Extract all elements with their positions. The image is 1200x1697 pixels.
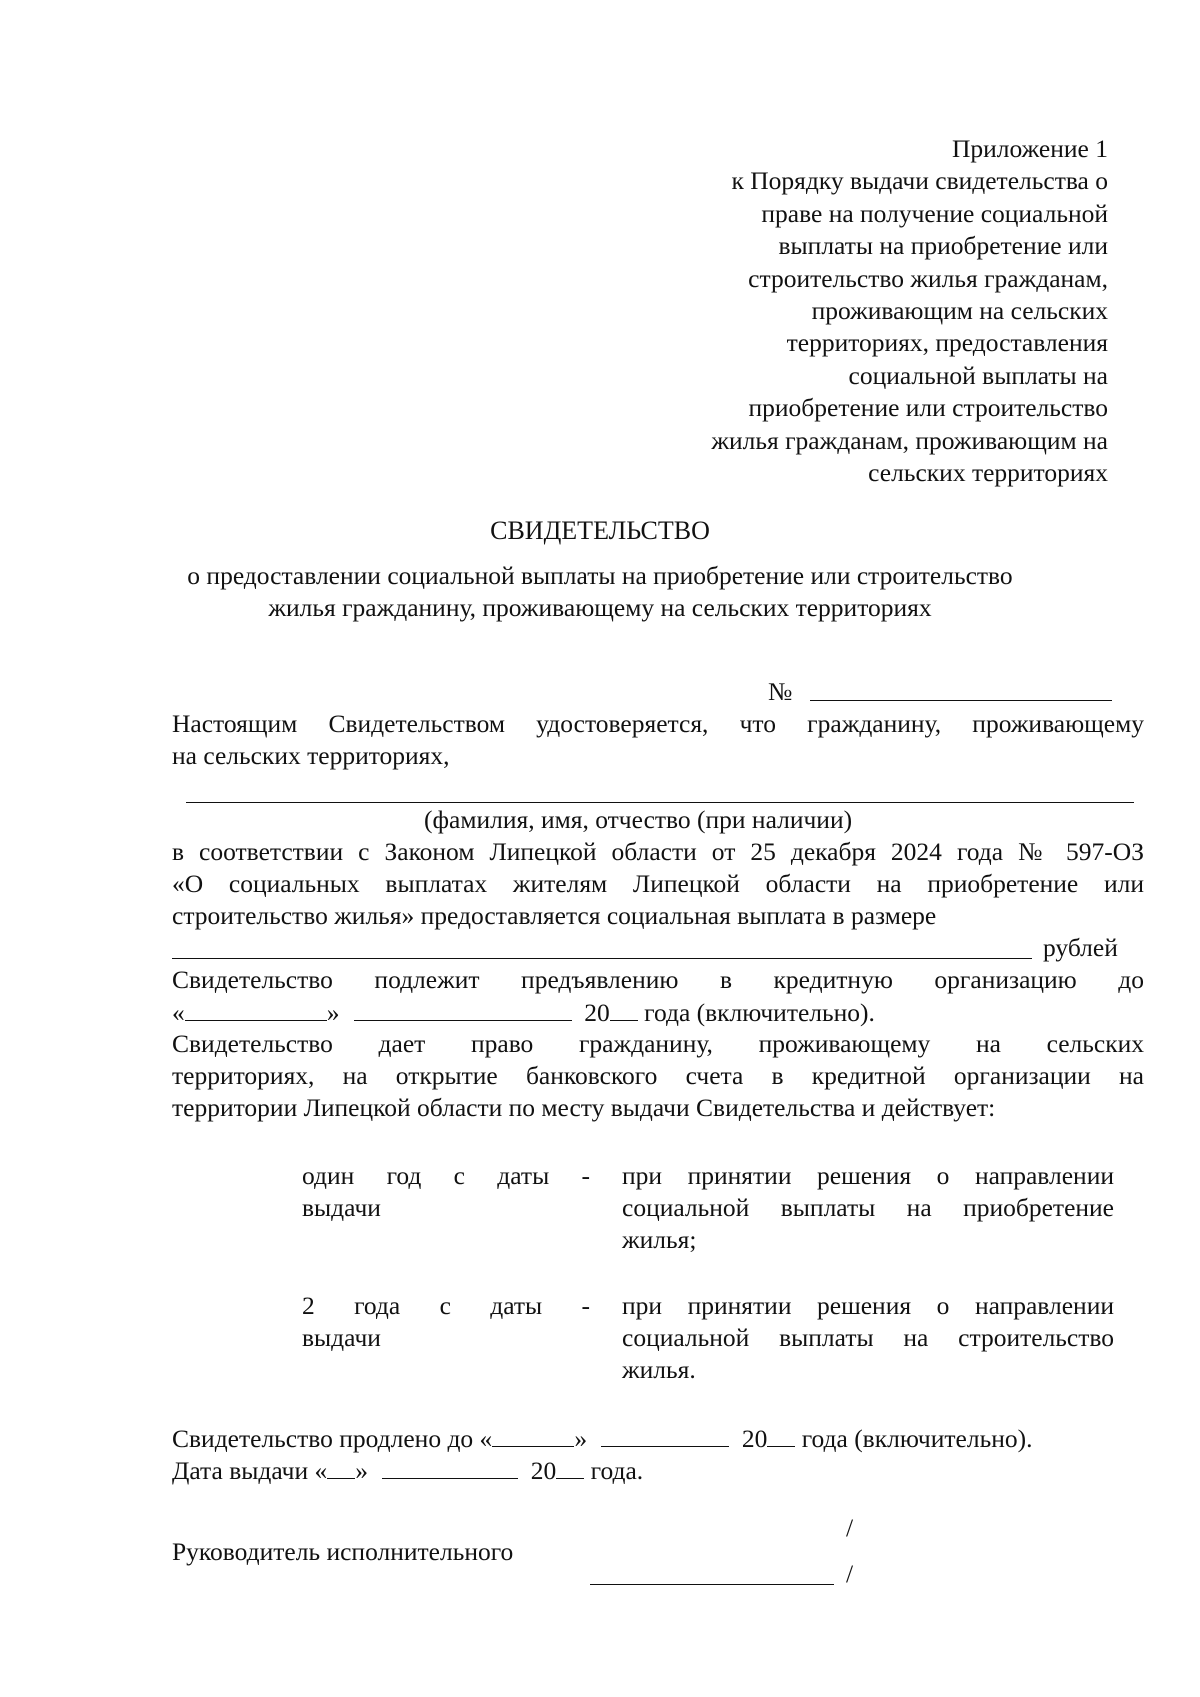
present-date-line — [172, 996, 875, 1029]
law-line: в соответствии с Законом Липецкой области от 25 декабря 2024 года № 597-ОЗ — [172, 837, 1144, 866]
term-period — [302, 1290, 590, 1354]
rights-line: Свидетельство дает право гражданину, проживающему на сельских — [172, 1029, 1144, 1058]
appendix-line: праве на получение социальной — [761, 198, 1108, 228]
extended-year-suffix: года (включительно). — [801, 1424, 1033, 1453]
quote-close: » — [574, 1424, 588, 1453]
issued-day-field[interactable] — [327, 1454, 355, 1479]
rights-line: территориях, на открытие банковского счета в кредитной организации на — [172, 1061, 1144, 1090]
document-subtitle — [0, 560, 1200, 624]
extended-day-field[interactable] — [492, 1422, 574, 1447]
fio-field[interactable] — [186, 802, 1134, 803]
signature-slash: / — [846, 1559, 854, 1588]
issued-year-field[interactable] — [556, 1454, 584, 1479]
rubles-label: рублей — [1043, 933, 1118, 962]
present-year-field[interactable] — [610, 996, 638, 1021]
law-line: строительство жилья» предоставляется социальная выплата в размере — [172, 901, 937, 930]
appendix-line: жилья гражданам, проживающим на — [711, 425, 1108, 455]
term-condition — [622, 1160, 1114, 1256]
head-label: Руководитель исполнительного — [172, 1537, 514, 1566]
term-condition-line: социальной выплаты на приобретение — [622, 1193, 1114, 1222]
quote-open: « — [172, 998, 185, 1027]
intro-line: на сельских территориях, — [172, 741, 450, 770]
number-label: № — [768, 677, 793, 706]
fio-caption: (фамилия, имя, отчество (при наличии) — [424, 805, 853, 834]
subtitle-line: о предоставлении социальной выплаты на приобретение или строительство — [187, 561, 1013, 590]
signature-field[interactable] — [590, 1584, 834, 1585]
extended-month-field[interactable] — [601, 1422, 729, 1447]
present-month-field[interactable] — [354, 996, 572, 1021]
term-condition-line: жилья; — [622, 1225, 697, 1254]
appendix-line: социальной выплаты на — [848, 360, 1108, 390]
issued-prefix: Дата выдачи « — [172, 1456, 328, 1485]
signature-slash: / — [846, 1513, 854, 1542]
term-period — [302, 1160, 590, 1224]
law-line: «О социальных выплатах жителям Липецкой области на приобретение или — [172, 869, 1144, 898]
term-condition-line: при принятии решения о направлении — [622, 1291, 1114, 1320]
amount-field[interactable] — [172, 958, 1032, 959]
term-period-line: один год с даты - — [302, 1161, 590, 1190]
rights-line: территории Липецкой области по месту выдачи Свидетельства и действует: — [172, 1093, 996, 1122]
issued-year-prefix: 20 — [530, 1456, 557, 1485]
extended-year-field[interactable] — [767, 1422, 795, 1447]
number-field[interactable] — [810, 700, 1112, 701]
document-title: СВИДЕТЕЛЬСТВО — [490, 516, 710, 545]
term-condition-line: социальной выплаты на строительство — [622, 1323, 1114, 1352]
quote-close: » — [355, 1456, 368, 1485]
issued-year-suffix: года. — [590, 1456, 644, 1485]
term-condition — [622, 1290, 1114, 1386]
appendix-line: выплаты на приобретение или — [778, 231, 1108, 261]
present-day-field[interactable] — [185, 996, 327, 1021]
appendix-line: строительство жилья гражданам, — [748, 263, 1108, 293]
issued-month-field[interactable] — [382, 1454, 518, 1479]
appendix-line: сельских территориях — [868, 458, 1108, 488]
term-period-line: 2 года с даты - — [302, 1291, 590, 1320]
term-period-line: выдачи — [302, 1323, 381, 1352]
appendix-line: Приложение 1 — [952, 134, 1108, 163]
term-condition-line: жилья. — [622, 1355, 696, 1384]
present-year-prefix: 20 — [584, 998, 610, 1027]
appendix-line: территориях, предоставления — [786, 328, 1108, 358]
appendix-line: приобретение или строительство — [748, 393, 1108, 423]
appendix-line: к Порядку выдачи свидетельства о — [731, 166, 1108, 196]
appendix-line: проживающим на сельских — [811, 296, 1108, 326]
intro-line: Настоящим Свидетельством удостоверяется, что гражданину, проживающему — [172, 709, 1144, 738]
extended-line — [172, 1422, 1032, 1455]
quote-close: » — [326, 998, 340, 1027]
present-year-suffix: года (включительно). — [644, 998, 875, 1027]
subtitle-line: жилья гражданину, проживающему на сельских территориях — [268, 593, 932, 622]
issued-line — [172, 1454, 643, 1487]
extended-year-prefix: 20 — [741, 1424, 768, 1453]
appendix-header — [588, 133, 1108, 489]
term-condition-line: при принятии решения о направлении — [622, 1161, 1114, 1190]
present-line: Свидетельство подлежит предъявлению в кредитную организацию до — [172, 965, 1144, 994]
term-period-line: выдачи — [302, 1193, 381, 1222]
extended-prefix: Свидетельство продлено до « — [172, 1424, 493, 1453]
